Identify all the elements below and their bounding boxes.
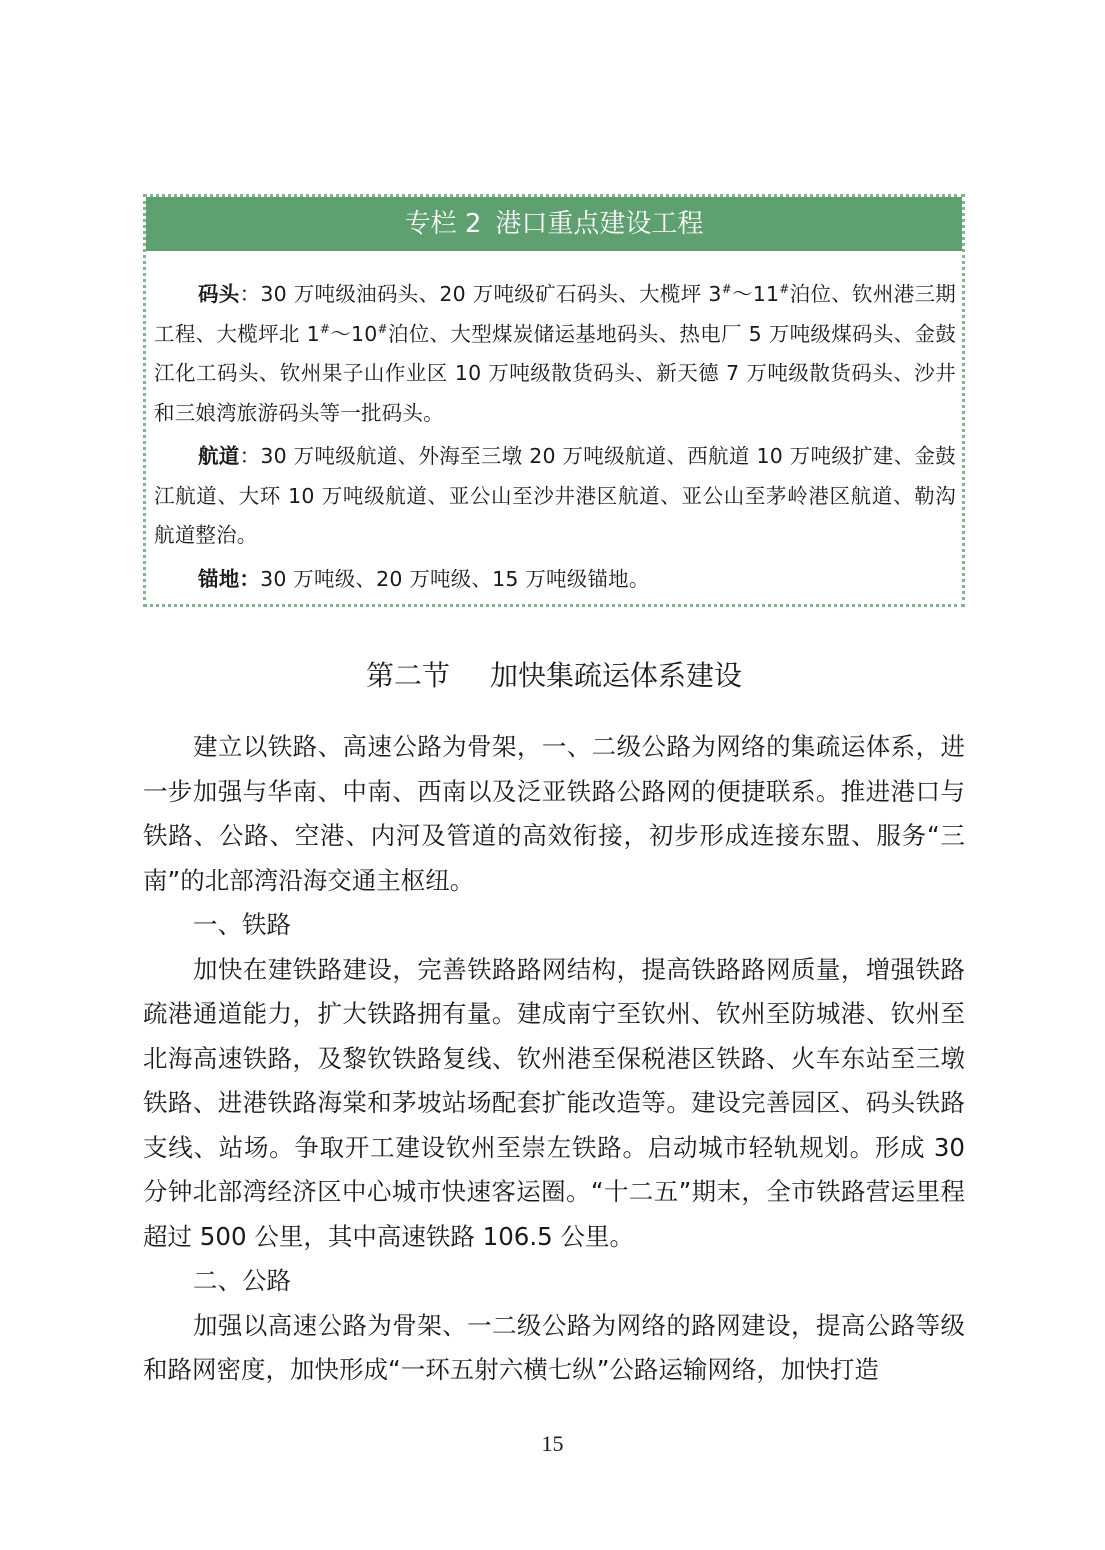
anchorage-text: 30 万吨级、20 万吨级、15 万吨级锚地。 xyxy=(260,566,650,591)
wharf-paragraph xyxy=(154,275,956,433)
section-heading xyxy=(143,650,965,702)
wharf-text-d: ～10 xyxy=(330,321,378,346)
body-text xyxy=(143,725,965,1393)
channel-paragraph xyxy=(154,437,956,556)
feature-column-box xyxy=(143,194,965,607)
wharf-text-b: ～11 xyxy=(731,282,780,306)
intro-paragraph: 建立以铁路、高速公路为骨架，一、二级公路为网络的集疏运体系，进一步加强与华南、中南、西南以及泛亚铁路公路网的便捷联系。推进港口与铁路、公路、空港、内河及管道的高效衔接，初步形成连接东盟、服务“三南”的北部湾沿海交通主枢纽。 xyxy=(143,732,965,895)
channel-text: ：30 万吨级航道、外海至三墩 20 万吨级航道、西航道 10 万吨级扩建、金鼓江航道、大环 10 万吨级航道、亚公山至沙井港区航道、亚公山至茅岭港区航道、勒沟航道整治。 xyxy=(154,444,956,547)
section-title-text: 加快集疏运体系建设 xyxy=(490,659,743,692)
wharf-text-a: ：30 万吨级油码头、20 万吨级矿石码头、大榄坪 3 xyxy=(239,282,722,306)
wharf-text-e: 泊位、大型煤炭储运基地码头、热电厂 5 万吨级煤码头、金鼓江化工码头、钦州果子山作业区 10 万吨级散货码头、新天德 7 万吨级散货码头、沙井和三娘湾旅游码头等一批码头。 xyxy=(154,321,957,425)
highway-paragraph: 加强以高速公路为骨架、一二级公路为网络的路网建设，提高公路等级和路网密度，加快形成“一环五射六横七纵”公路运输网络，加快打造 xyxy=(143,1310,965,1384)
wharf-text-c: 泊位、钦州港三期工程、大榄坪北 1 xyxy=(154,282,957,346)
railway-paragraph: 加快在建铁路建设，完善铁路路网结构，提高铁路路网质量，增强铁路疏港通道能力，扩大铁路拥有量。建成南宁至钦州、钦州至防城港、钦州至北海高速铁路，及黎钦铁路复线、钦州港至保税港区铁路、火车东站至三墩铁路、进港铁路海棠和茅坡站场配套扩能改造等。建设完善园区、码头铁路支线、站场。争取开工建设钦州至崇左铁路。启动城市轻轨规划。形成 30 分钟北部湾经济区中心城市快速客运圈。“十二五”期末，全市铁路营运里程超过 500 公里，其中高速铁路 106.5 公里。 xyxy=(143,954,965,1251)
wharf-sup-a: # xyxy=(721,282,732,297)
section-number: 第二节 xyxy=(365,659,450,692)
column-box-title: 港口重点建设工程 xyxy=(495,209,704,239)
wharf-sup-b: # xyxy=(779,282,790,297)
channel-label: 航道 xyxy=(198,444,240,468)
wharf-sup-c: # xyxy=(319,321,331,336)
anchorage-label: 锚地： xyxy=(198,566,261,591)
wharf-label: 码头 xyxy=(198,282,240,306)
column-box-number: 专栏 2 xyxy=(404,209,482,239)
wharf-sup-d: # xyxy=(377,321,388,336)
highway-heading: 二、公路 xyxy=(193,1266,291,1295)
column-box-body xyxy=(154,275,956,603)
column-box-header xyxy=(146,197,962,251)
page-number: 15 xyxy=(541,1431,564,1456)
anchorage-paragraph xyxy=(154,560,956,600)
railway-heading: 一、铁路 xyxy=(193,910,291,939)
